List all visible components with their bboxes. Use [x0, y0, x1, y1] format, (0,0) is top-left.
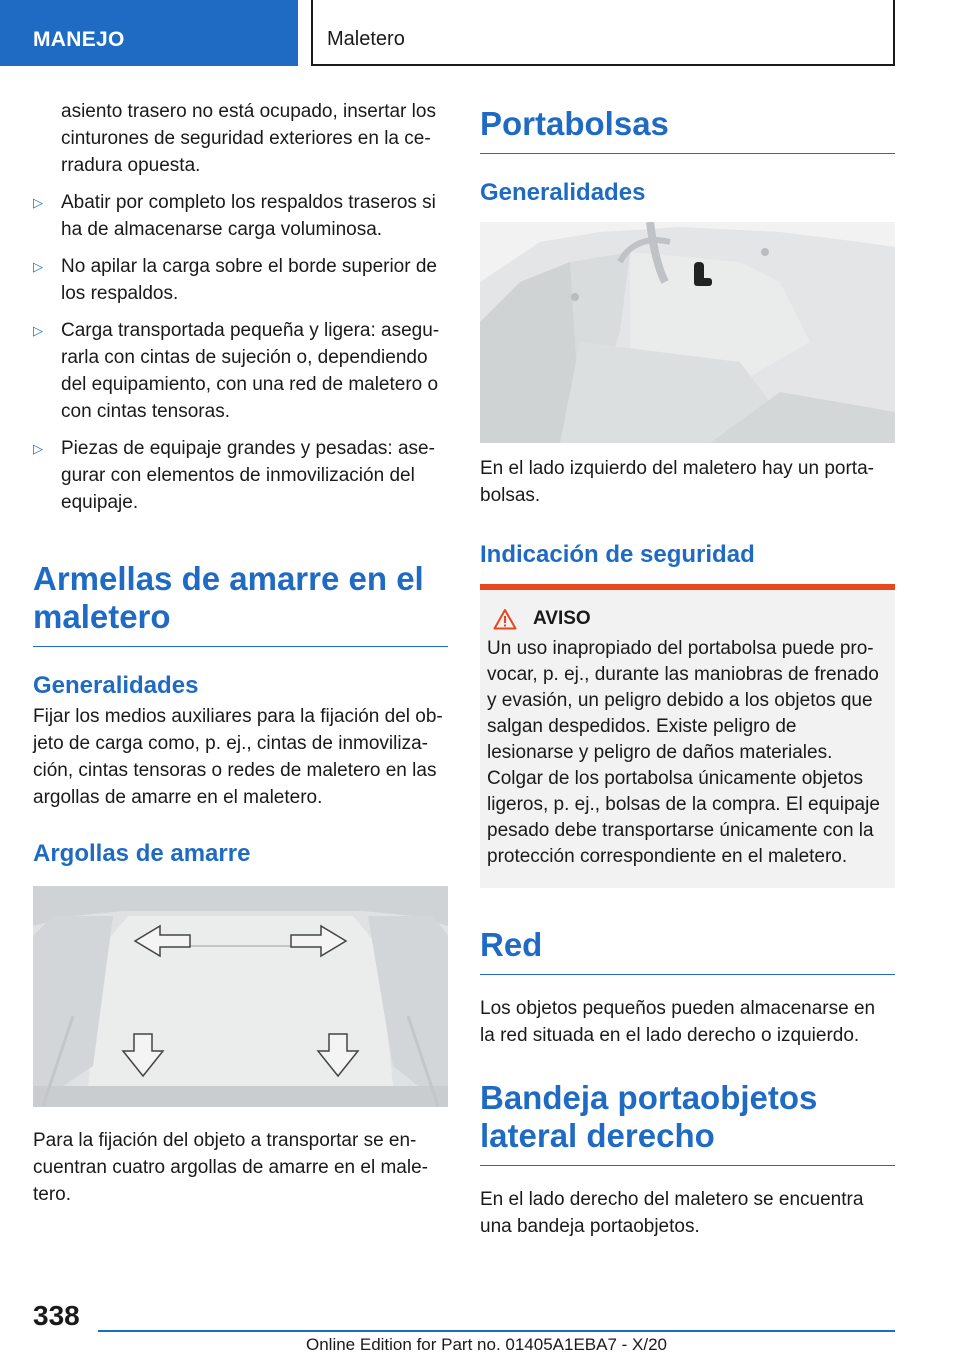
trunk-tie-down-image [33, 886, 448, 1107]
footer-edition: Online Edition for Part no. 01405A1EBA7 - X/20 [306, 1335, 668, 1354]
chapter-tab[interactable]: MANEJO [0, 0, 298, 66]
triangle-right-icon: ▷ [33, 323, 43, 338]
heading-generalidades-right: Generalidades [480, 179, 646, 206]
heading-portabolsas: Portabolsas [480, 105, 895, 154]
heading-bandeja: Bandeja portaobjetos lateral derecho [480, 1079, 895, 1166]
list-item-text: No apilar la carga sobre el borde superior de los respaldos. [61, 256, 437, 304]
heading-seguridad: Indicación de seguridad [480, 541, 755, 568]
left-column [33, 98, 448, 1208]
warning-triangle-icon [493, 608, 517, 630]
list-item-text: Abatir por completo los respaldos traseros si ha de almacenarse carga voluminosa. [61, 192, 436, 240]
list-item-text: Piezas de equipaje grandes y pesadas: ase-gurar con elementos de inmovilización del equipaje. [61, 438, 435, 513]
list-item [33, 189, 448, 243]
heading-red: Red [480, 926, 895, 975]
heading-generalidades: Generalidades [33, 672, 199, 699]
generalidades-text: Fijar los medios auxiliares para la fijación del ob-jeto de carga como, p. ej., cintas de inmoviliza-ción, cintas tensoras o redes de maletero en las argollas de amarre en el maletero. [33, 706, 443, 808]
triangle-right-icon: ▷ [33, 441, 43, 456]
triangle-right-icon: ▷ [33, 195, 43, 210]
warning-label: AVISO [533, 608, 591, 629]
red-text: Los objetos pequeños pueden almacenarse en la red situada en el lado derecho o izquierdo. [480, 998, 876, 1046]
portabolsas-caption: En el lado izquierdo del maletero hay un porta-bolsas. [480, 458, 874, 506]
heading-argollas: Argollas de amarre [33, 840, 251, 867]
list-item-text: Carga transportada pequeña y ligera: asegu-rarla con cintas de sujeción o, dependiendo del equipamiento, con una red de maletero o con cintas tensoras. [61, 320, 440, 422]
list-item [33, 253, 448, 307]
warning-header [487, 608, 887, 630]
continuation-text: asiento trasero no está ocupado, insertar los cinturones de seguridad exteriores en la ce-rradura opuesta. [61, 101, 436, 176]
triangle-right-icon: ▷ [33, 259, 43, 274]
warning-box [480, 584, 895, 888]
warning-text: Un uso inapropiado del portabolsa puede pro-vocar, p. ej., durante las maniobras de frenado y evasión, un peligro debido a los objetos que salgan despedidos. Existe peligro de lesionarse y peligro de daños materiales. Colgar de los portabolsa únicamente objetos ligeros, p. ej., bolsas de la compra. El equipaje pesado debe transportarse únicamente con la protección correspondiente en el maletero. [487, 638, 880, 867]
footer-divider [98, 1330, 895, 1332]
bag-hook-image [480, 222, 895, 443]
right-column [480, 105, 895, 1240]
argollas-caption: Para la fijación del objeto a transportar se en-cuentran cuatro argollas de amarre en el male-tero. [33, 1130, 428, 1205]
heading-armellas: Armellas de amarre en el maletero [33, 560, 448, 647]
section-title: Maletero [311, 0, 895, 66]
list-item [33, 317, 448, 425]
bandeja-text: En el lado derecho del maletero se encuentra una bandeja portaobjetos. [480, 1189, 864, 1237]
list-item [33, 435, 448, 516]
page-number: 338 [33, 1300, 80, 1331]
